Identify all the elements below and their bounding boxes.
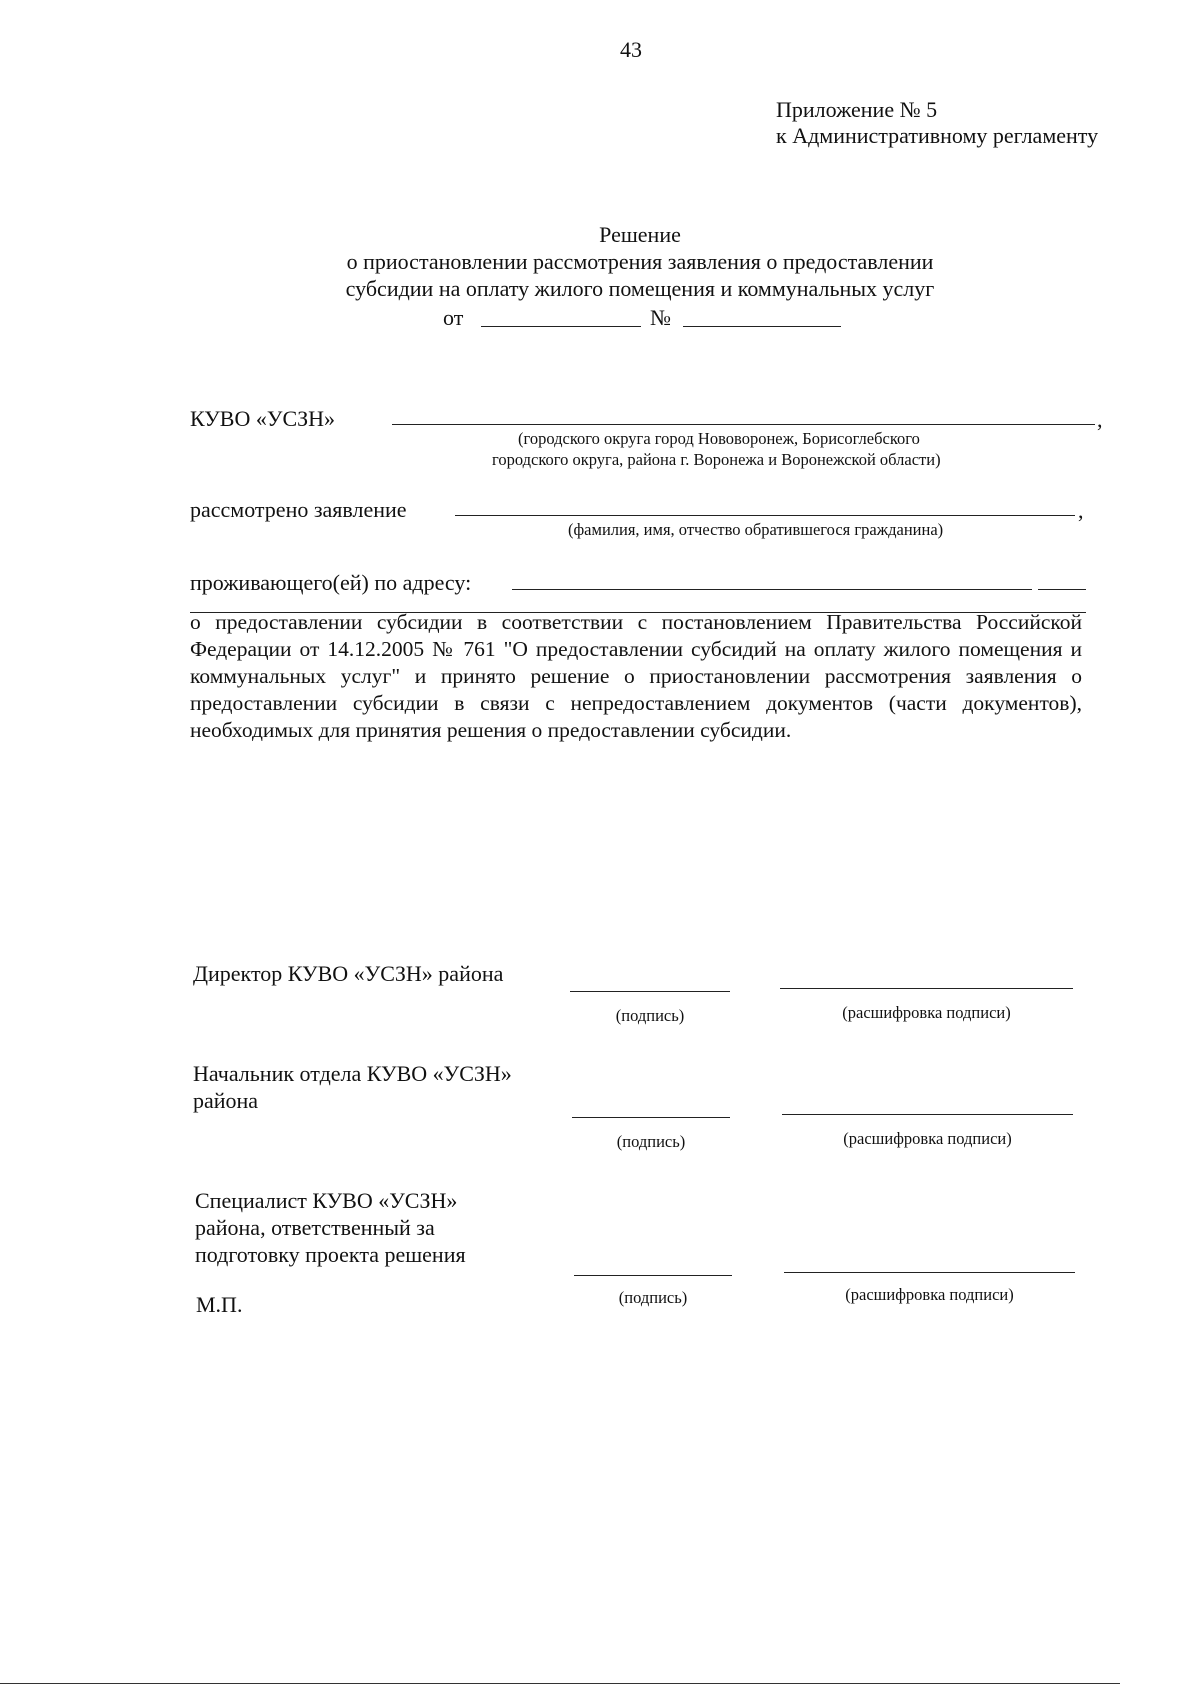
document-subject-line-2: субсидии на оплату жилого помещения и коммунальных услуг xyxy=(345,276,935,301)
org-label: КУВО «УСЗН» xyxy=(190,406,336,431)
department-head-signature-caption: (подпись) xyxy=(616,1132,686,1151)
specialist-decode-line[interactable] xyxy=(784,1272,1075,1273)
address-field-line-1[interactable] xyxy=(512,589,1032,590)
director-decode-caption: (расшифровка подписи) xyxy=(842,1003,1011,1022)
department-head-decode-line[interactable] xyxy=(782,1114,1073,1115)
application-field-line[interactable] xyxy=(455,515,1075,516)
decision-body-text: о предоставлении субсидии в соответствии с постановлением Правительства Российской Федерации от 14.12.2005 № 761 "О предоставлении субсидий на оплату жилого помещения и коммунальных услуг" и принято решение о приостановлении рассмотрения заявления о предоставлении субсидии в связи с непредоставлением документов (части документов), необходимых для принятия решения о предоставлении субсидии. xyxy=(190,610,1082,742)
number-field-line[interactable] xyxy=(683,326,841,327)
department-head-role-line-1: Начальник отдела КУВО «УСЗН» xyxy=(193,1061,512,1086)
document-subject-line-1: о приостановлении рассмотрения заявления о предоставлении xyxy=(346,249,934,274)
application-field-comma: , xyxy=(1078,498,1084,523)
date-prefix: от xyxy=(443,305,464,330)
specialist-role-line-2: района, ответственный за xyxy=(195,1215,435,1240)
number-sign: № xyxy=(650,305,671,330)
page-number: 43 xyxy=(620,37,642,62)
director-role: Директор КУВО «УСЗН» района xyxy=(193,961,504,986)
department-head-role-line-2: района xyxy=(193,1088,259,1113)
page-bottom-rule xyxy=(0,1683,1120,1684)
director-decode-line[interactable] xyxy=(780,988,1073,989)
address-field-line-1b[interactable] xyxy=(1038,589,1086,590)
stamp-place-label: М.П. xyxy=(196,1292,243,1317)
org-field-line[interactable] xyxy=(392,424,1095,425)
org-field-hint-1: (городского округа город Нововоронеж, Борисоглебского xyxy=(518,429,920,448)
specialist-decode-caption: (расшифровка подписи) xyxy=(845,1285,1014,1304)
specialist-signature-line[interactable] xyxy=(574,1275,732,1276)
director-signature-caption: (подпись) xyxy=(615,1006,685,1025)
document-heading: Решение xyxy=(599,222,681,247)
appendix-number: Приложение № 5 xyxy=(776,97,938,122)
department-head-signature-line[interactable] xyxy=(572,1117,730,1118)
address-label: проживающего(ей) по адресу: xyxy=(190,570,472,595)
application-label: рассмотрено заявление xyxy=(190,497,407,522)
org-field-hint-2: городского округа, района г. Воронежа и Воронежской области) xyxy=(492,450,941,469)
specialist-signature-caption: (подпись) xyxy=(618,1288,688,1307)
application-field-hint: (фамилия, имя, отчество обратившегося гражданина) xyxy=(568,520,944,539)
specialist-role-line-3: подготовку проекта решения xyxy=(195,1242,466,1267)
director-signature-line[interactable] xyxy=(570,991,730,992)
department-head-decode-caption: (расшифровка подписи) xyxy=(843,1129,1012,1148)
org-field-comma: , xyxy=(1097,407,1103,432)
date-field-line[interactable] xyxy=(481,326,641,327)
appendix-regulation: к Административному регламенту xyxy=(776,123,1099,148)
specialist-role-line-1: Специалист КУВО «УСЗН» xyxy=(195,1188,458,1213)
